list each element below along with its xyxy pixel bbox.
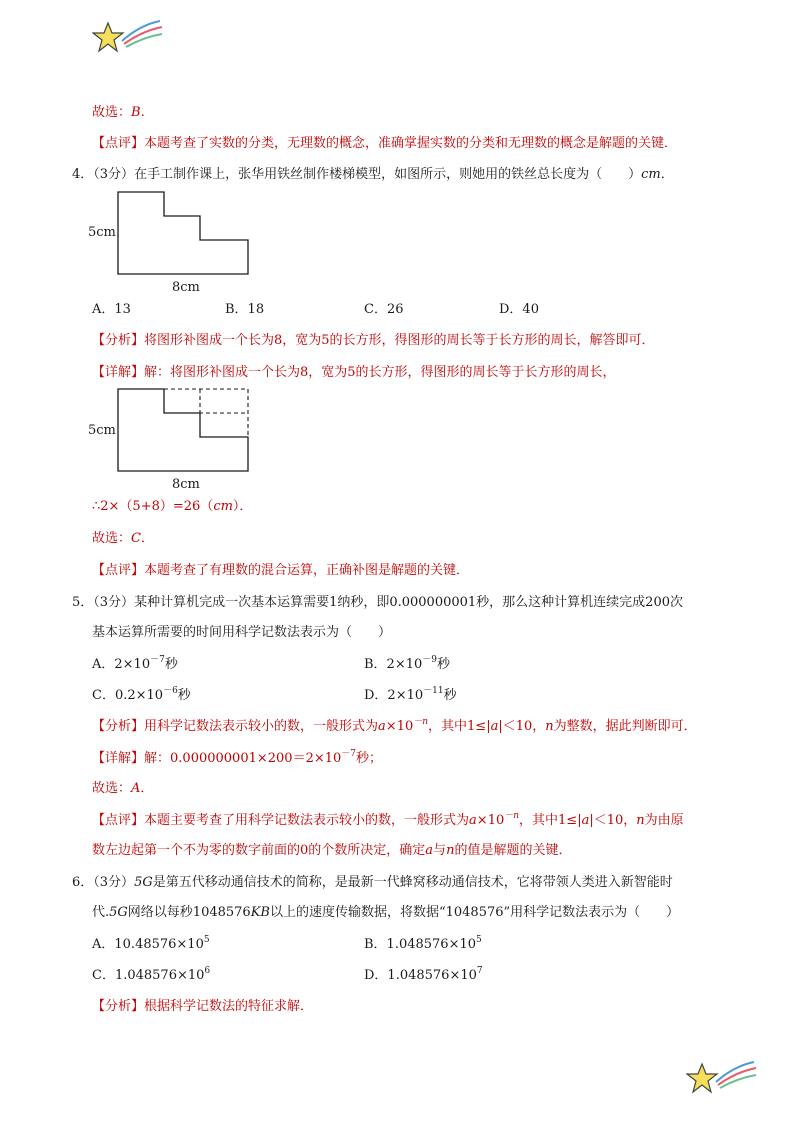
q5-review-tag: 【点评】 [92,813,145,828]
q4-calc-end: ）． [232,499,253,514]
q4-stem [72,166,674,184]
q5-review-line2 [92,842,571,860]
q4-option-c[interactable]: C．26 [364,302,404,317]
q5-option-c-exp: －6 [163,685,178,696]
q5-option-d-unit: 秒 [443,688,457,703]
q5-score: （3分） [93,595,135,610]
q5-review-e: ，其中1≤| [519,813,582,828]
prev-answer-end: . [140,105,145,120]
q4-calc-main: ∴2×（5+8）=26（ [92,499,214,514]
q5-analysis-i: 为整数，据此判断即可． [553,719,697,734]
q4-height-label: 5cm [88,225,116,240]
q5-analysis-f: a [490,719,499,734]
q5-review-c: ×10 [476,813,505,828]
q5-option-a-label: A．2×10 [92,657,151,672]
q5-analysis [92,718,697,736]
q5-option-d-exp: －11 [423,685,444,696]
q5-detail-exp: －7 [341,748,357,759]
q5-answer [92,780,153,798]
q6-stem-line2-b: 5G [109,905,128,920]
q4-review-text: 本题考查了有理数的混合运算，正确补图是解题的关键． [144,563,470,578]
q6-analysis-tag: 【分析】 [92,999,145,1014]
q6-option-c-exp: 6 [204,965,211,976]
q5-analysis-h: n [545,719,554,734]
q5-option-b[interactable] [364,656,450,674]
q5-detail-a: 解：0.000000001×200＝2×10 [144,751,342,766]
q4-calc-unit: cm [213,499,233,514]
q5-review-line2-b: a [425,843,434,858]
q5-review-g: |＜10， [589,813,637,828]
q4-analysis-tag: 【分析】 [92,333,145,348]
q5-option-a[interactable] [92,656,178,674]
q5-review-i: 为由原 [644,813,684,828]
q6-option-d[interactable] [364,967,483,985]
q5-detail-b: 秒； [356,751,383,766]
q5-analysis-tag: 【分析】 [92,719,145,734]
q4-completed-figure [86,384,266,494]
q4-detail-tag: 【详解】 [92,365,145,380]
q6-stem-line2 [92,904,679,922]
q6-stem-line2-e: 以上的速度传输数据，将数据“1048576”用科学记数法表示为（ ） [269,905,680,920]
q6-option-a-label: A．10.48576×10 [92,937,204,952]
q4-calc [92,498,252,516]
q5-answer-end: ． [140,781,154,796]
prev-review-text: 本题考查了实数的分类，无理数的概念，准确掌握实数的分类和无理数的概念是解题的关键． [144,136,678,151]
prev-review [92,135,677,153]
q5-review-line1 [92,812,684,830]
q4-analysis-text: 将图形补图成一个长为8，宽为5的长方形，得图形的周长等于长方形的周长，解答即可． [144,333,655,348]
q4-width-label: 8cm [172,280,200,295]
q6-analysis-text: 根据科学记数法的特征求解． [144,999,314,1014]
q6-option-b-exp: 5 [476,934,482,945]
q4-stem-text: 在手工制作课上，张华用铁丝制作楼梯模型，如图所示，则她用的铁丝总长度为（ ） [134,167,642,182]
q5-detail-tag: 【详解】 [92,751,145,766]
prev-answer-prefix: 故选： [92,105,132,120]
q5-option-b-label: B．2×10 [364,657,423,672]
prev-answer [92,104,145,122]
q6-option-d-label: D．1.048576×10 [364,968,477,983]
q4-score: （3分） [93,167,135,182]
q4-completed-width-label: 8cm [172,477,200,492]
q6-stem-line2-a: 代. [92,905,110,920]
q5-review-line2-c: 与 [433,843,447,858]
q4-review [92,562,469,580]
q5-analysis-a: 用科学记数法表示较小的数，一般形式为 [144,719,379,734]
q4-analysis [92,332,655,350]
q5-analysis-b: a [378,719,386,734]
q5-option-c[interactable] [92,687,191,705]
q4-answer-value: C [131,531,141,546]
q6-score: （3分） [93,875,135,890]
prev-review-tag: 【点评】 [92,136,145,151]
q5-stem-line1 [72,594,683,612]
q5-analysis-d: －n [413,716,429,727]
q6-option-a-exp: 5 [203,934,210,945]
q5-option-a-unit: 秒 [164,657,178,672]
shooting-star-icon-bottom [686,1058,758,1100]
prev-answer-value: B [131,105,141,120]
q6-stem-line2-c: 网络以每秒1048576 [127,905,251,920]
q4-completed-height-label: 5cm [88,423,116,438]
q6-option-b[interactable] [364,936,482,954]
q5-analysis-g: |＜10， [498,719,546,734]
q4-detail [92,364,616,382]
q5-review-a: 本题主要考查了用科学记数法表示较小的数，一般形式为 [144,813,470,828]
q5-review-d: －n [504,810,520,821]
q4-answer [92,530,154,548]
q6-stem-b: 是第五代移动通信技术的简称，是最新一代蜂窝移动通信技术，它将带领人类进入新智能时 [152,875,673,890]
q6-stem-a: 5G [134,875,153,890]
q6-option-a[interactable] [92,936,210,954]
q6-option-c[interactable] [92,967,210,985]
q4-option-b[interactable]: B．18 [225,302,265,317]
q5-analysis-e: ，其中1≤| [428,719,491,734]
shooting-star-icon-top [92,17,164,59]
q6-option-c-label: C．1.048576×10 [92,968,205,983]
q6-number: 6． [72,875,94,890]
q4-end: ． [660,167,674,182]
q5-stem-text-1: 某种计算机完成一次基本运算需要1纳秒，即0.000000001秒，那么这种计算机连续完成200次 [134,595,683,610]
q5-review-line2-d: n [446,843,455,858]
q5-review-f: a [581,813,590,828]
q5-option-a-exp: －7 [150,654,165,665]
q5-review-h: n [636,813,645,828]
q5-option-c-unit: 秒 [177,688,191,703]
q5-review-line2-a: 数左边起第一个不为零的数字前面的0的个数所决定，确定 [92,843,426,858]
q5-option-d-label: D．2×10 [364,688,424,703]
q5-stem-line2: 基本运算所需要的时间用科学记数法表示为（ ） [92,625,392,640]
q4-answer-prefix: 故选： [92,531,132,546]
q5-option-b-exp: －9 [422,654,437,665]
q4-unit: cm [641,167,661,182]
q5-analysis-c: ×10 [385,719,414,734]
q5-review-b: a [469,813,477,828]
q4-detail-text: 解：将图形补图成一个长为8，宽为5的长方形，得图形的周长等于长方形的周长， [144,365,616,380]
q4-number: 4． [72,167,94,182]
q5-detail [92,750,382,768]
q5-review-line2-e: 的值是解题的关键． [454,843,572,858]
q4-option-a[interactable]: A．13 [92,302,131,317]
q4-review-tag: 【点评】 [92,563,145,578]
q5-option-d[interactable] [364,687,457,705]
q4-option-d[interactable]: D．40 [499,302,539,317]
q5-answer-value: A [131,781,141,796]
q6-analysis [92,998,313,1016]
q4-staircase-figure [86,186,266,298]
q5-option-c-label: C．0.2×10 [92,688,164,703]
q6-option-d-exp: 7 [476,965,483,976]
q4-answer-end: ． [140,531,154,546]
q6-option-b-label: B．1.048576×10 [364,937,477,952]
q6-stem-line1 [72,874,673,892]
q5-number: 5． [72,595,94,610]
q5-option-b-unit: 秒 [437,657,451,672]
q6-stem-line2-d: KB [250,905,270,920]
q5-answer-prefix: 故选： [92,781,132,796]
